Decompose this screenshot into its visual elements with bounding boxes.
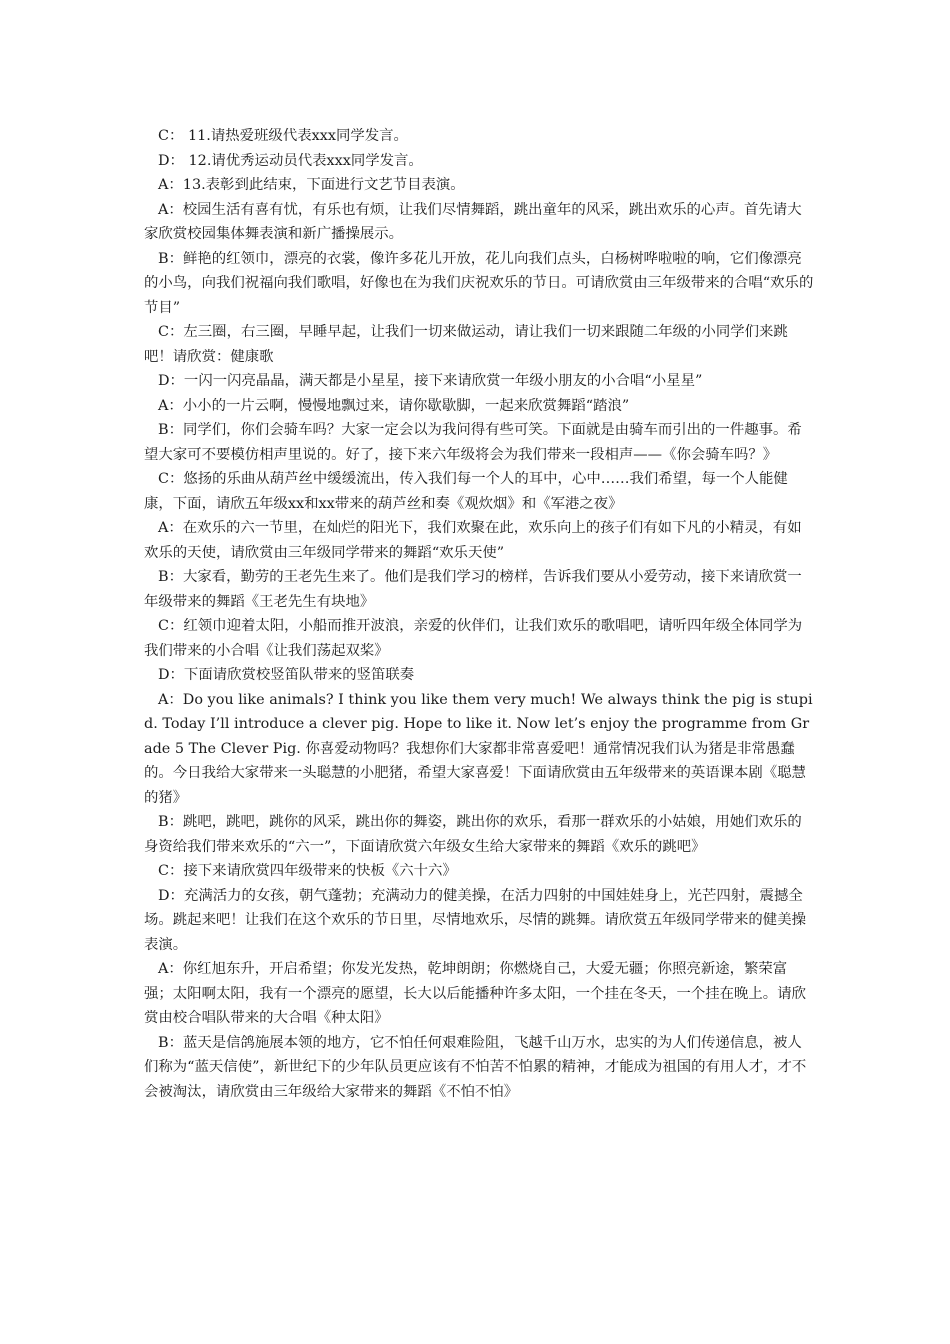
paragraph: C：左三圈，右三圈，早睡早起，让我们一切来做运动，请让我们一切来跟随二年级的小同学们来跳吧！请欣赏：健康歌: [144, 324, 788, 365]
paragraph: A：你红旭东升，开启希望；你发光发热，乾坤朗朗；你燃烧自己，大爱无疆；你照亮新途，繁荣富强；太阳啊太阳，我有一个漂亮的愿望，长大以后能播种许多太阳，一个挂在冬天，一个挂在晚上。请欣赏由校合唱队带来的大合唱《种太阳》: [144, 961, 806, 1026]
paragraph: B：大家看，勤劳的王老先生来了。他们是我们学习的榜样，告诉我们要从小爱劳动，接下来请欣赏一年级带来的舞蹈《王老先生有块地》: [144, 569, 802, 610]
paragraph: A：校园生活有喜有忧，有乐也有烦，让我们尽情舞蹈，跳出童年的风采，跳出欢乐的心声。首先请大家欣赏校园集体舞表演和新广播操展示。: [144, 201, 802, 242]
paragraph: C：红领巾迎着太阳，小船而推开波浪，亲爱的伙伴们，让我们欢乐的歌唱吧，请听四年级全体同学为我们带来的小合唱《让我们荡起双桨》: [144, 618, 803, 659]
paragraph: D：下面请欣赏校竖笛队带来的竖笛联奏: [158, 667, 415, 683]
paragraph: B：蓝天是信鸽施展本领的地方，它不怕任何艰难险阻，飞越千山万水，忠实的为人们传递信息，被人们称为“蓝天信使”，新世纪下的少年队员更应该有不怕苦不怕累的精神，才能成为祖国的有用人才，才不会被淘汰，请欣赏由三年级给大家带来的舞蹈《不怕不怕》: [144, 1034, 807, 1100]
paragraph: A：13.表彰到此结束，下面进行文艺节目表演。: [158, 177, 465, 193]
paragraph: A：小小的一片云啊，慢慢地飘过来，请你歇歇脚，一起来欣赏舞蹈“踏浪”: [158, 397, 630, 414]
paragraph: B：鲜艳的红领巾，漂亮的衣裳，像许多花儿开放，花儿向我们点头，白杨树哗啦啦的响，它们像漂亮的小鸟，向我们祝福向我们歌唱，好像也在为我们庆祝欢乐的节日。可请欣赏由三年级带来的合唱“欢乐的节目”: [144, 250, 814, 316]
paragraph: B：同学们，你们会骑车吗？大家一定会以为我问得有些可笑。下面就是由骑车而引出的一件趣事。希望大家可不要模仿相声里说的。好了，接下来六年级将会为我们带来一段相声——《你会骑车吗？》: [144, 422, 802, 463]
paragraph-english: A：Do you like animals? I think you like them very much! We always think the pig is stupid. Today I’ll introduce a clever pig. Hope to like it. Now let’s enjoy the programme from Grade 5 The Clever Pig. 你喜爱动物吗？我想你们大家都非常喜爱吧！通常情况我们认为猪是非常愚蠢的。今日我给大家带来一头聪慧的小肥猪，希望大家喜爱！下面请欣赏由五年级带来的英语课本剧《聪慧的猪》: [144, 691, 813, 806]
paragraph: D：一闪一闪亮晶晶，满天都是小星星，接下来请欣赏一年级小朋友的小合唱“小星星”: [158, 373, 703, 389]
paragraph: C： 11.请热爱班级代表xxx同学发言。: [158, 128, 408, 144]
paragraph: C：悠扬的乐曲从葫芦丝中缓缓流出，传入我们每一个人的耳中，心中……我们希望，每一个人能健康，下面，请欣五年级xx和xx带来的葫芦丝和奏《观炊烟》和《军港之夜》: [144, 471, 788, 512]
document-body: [144, 124, 814, 1104]
paragraph: D： 12.请优秀运动员代表xxx同学发言。: [158, 152, 423, 169]
paragraph: D：充满活力的女孩，朝气蓬勃；充满动力的健美操，在活力四射的中国娃娃身上，光芒四射，震撼全场。跳起来吧！让我们在这个欢乐的节日里，尽情地欢乐，尽情的跳舞。请欣赏五年级同学带来的健美操表演。: [144, 887, 806, 953]
paragraph: C：接下来请欣赏四年级带来的快板《六十六》: [158, 863, 457, 879]
paragraph: B：跳吧，跳吧，跳你的风采，跳出你的舞姿，跳出你的欢乐，看那一群欢乐的小姑娘，用她们欢乐的身资给我们带来欢乐的“六一”，下面请欣赏六年级女生给大家带来的舞蹈《欢乐的跳吧》: [144, 814, 802, 855]
paragraph: A：在欢乐的六一节里，在灿烂的阳光下，我们欢聚在此，欢乐向上的孩子们有如下凡的小精灵，有如欢乐的天使，请欣赏由三年级同学带来的舞蹈“欢乐天使”: [144, 520, 802, 561]
